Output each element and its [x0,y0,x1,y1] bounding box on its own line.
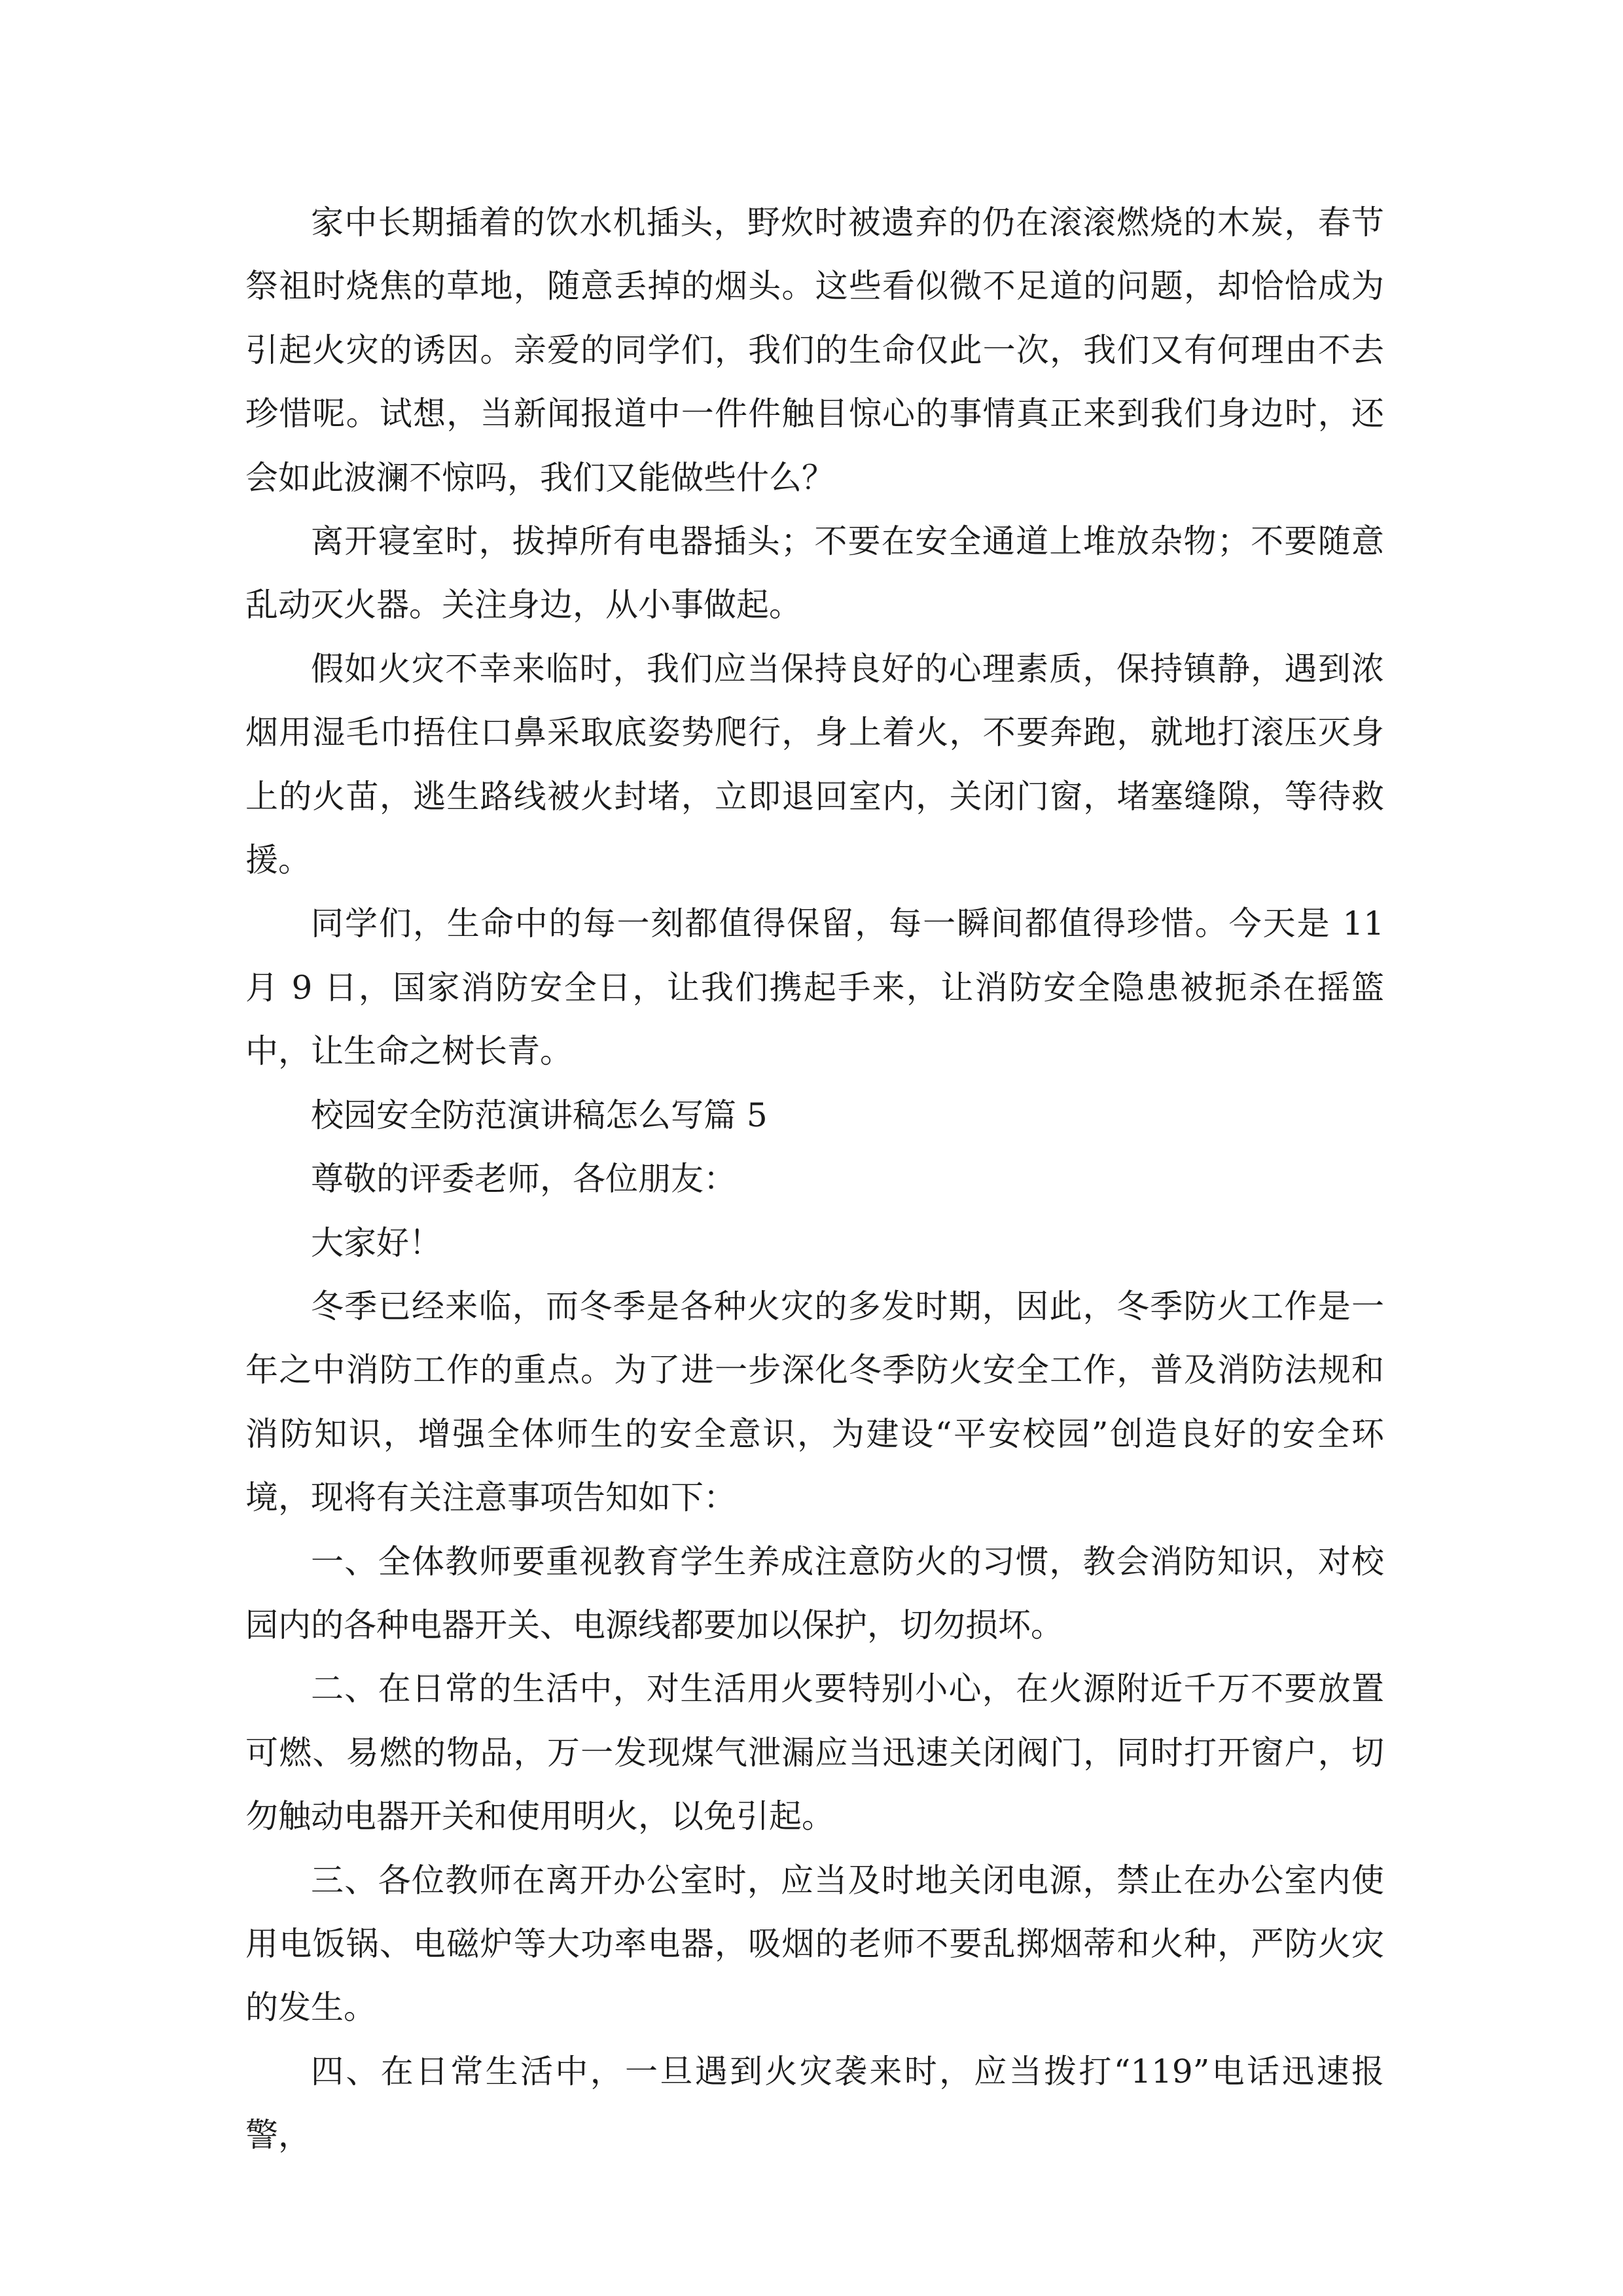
body-text [245,191,1384,2168]
salutation: 尊敬的评委老师，各位朋友： [311,1160,736,1198]
list-item: 二、在日常的生活中，对生活用火要特别小心，在火源附近千万不要放置可燃、易燃的物品，万一发现煤气泄漏应当迅速关闭阀门，同时打开窗户，切勿触动电器开关和使用明火，以免引起。 [245,1670,1384,1836]
paragraph: 冬季已经来临，而冬季是各种火灾的多发时期，因此，冬季防火工作是一年之中消防工作的重点。为了进一步深化冬季防火安全工作，普及消防法规和消防知识，增强全体师生的安全意识，为建设“平安校园”创造良好的安全环境，现将有关注意事项告知如下： [245,1287,1384,1517]
paragraph: 假如火灾不幸来临时，我们应当保持良好的心理素质，保持镇静，遇到浓烟用湿毛巾捂住口鼻采取底姿势爬行，身上着火，不要奔跑，就地打滚压灭身上的火苗，逃生路线被火封堵，立即退回室内，关闭门窗，堵塞缝隙，等待救援。 [245,649,1384,880]
list-item: 四、在日常生活中，一旦遇到火灾袭来时，应当拨打“119”电话迅速报警， [245,2052,1384,2155]
paragraph: 家中长期插着的饮水机插头，野炊时被遗弃的仍在滚滚燃烧的木炭，春节祭祖时烧焦的草地，随意丢掉的烟头。这些看似微不足道的问题，却恰恰成为引起火灾的诱因。亲爱的同学们，我们的生命仅此一次，我们又有何理由不去珍惜呢。试想，当新闻报道中一件件触目惊心的事情真正来到我们身边时，还会如此波澜不惊吗，我们又能做些什么？ [245,204,1384,497]
paragraph: 同学们，生命中的每一刻都值得保留，每一瞬间都值得珍惜。今天是 11 月 9 日，国家消防安全日，让我们携起手来，让消防安全隐患被扼杀在摇篮中，让生命之树长青。 [245,905,1384,1071]
list-item: 一、全体教师要重视教育学生养成注意防火的习惯，教会消防知识，对校园内的各种电器开关、电源线都要加以保护，切勿损坏。 [245,1542,1384,1644]
list-item: 三、各位教师在离开办公室时，应当及时地关闭电源，禁止在办公室内使用电饭锅、电磁炉等大功率电器，吸烟的老师不要乱掷烟蒂和火种，严防火灾的发生。 [245,1861,1384,2027]
section-heading: 校园安全防范演讲稿怎么写篇 5 [311,1096,768,1134]
paragraph: 离开寝室时，拔掉所有电器插头；不要在安全通道上堆放杂物；不要随意乱动灭火器。关注身边，从小事做起。 [245,522,1384,624]
greeting: 大家好！ [311,1223,442,1262]
